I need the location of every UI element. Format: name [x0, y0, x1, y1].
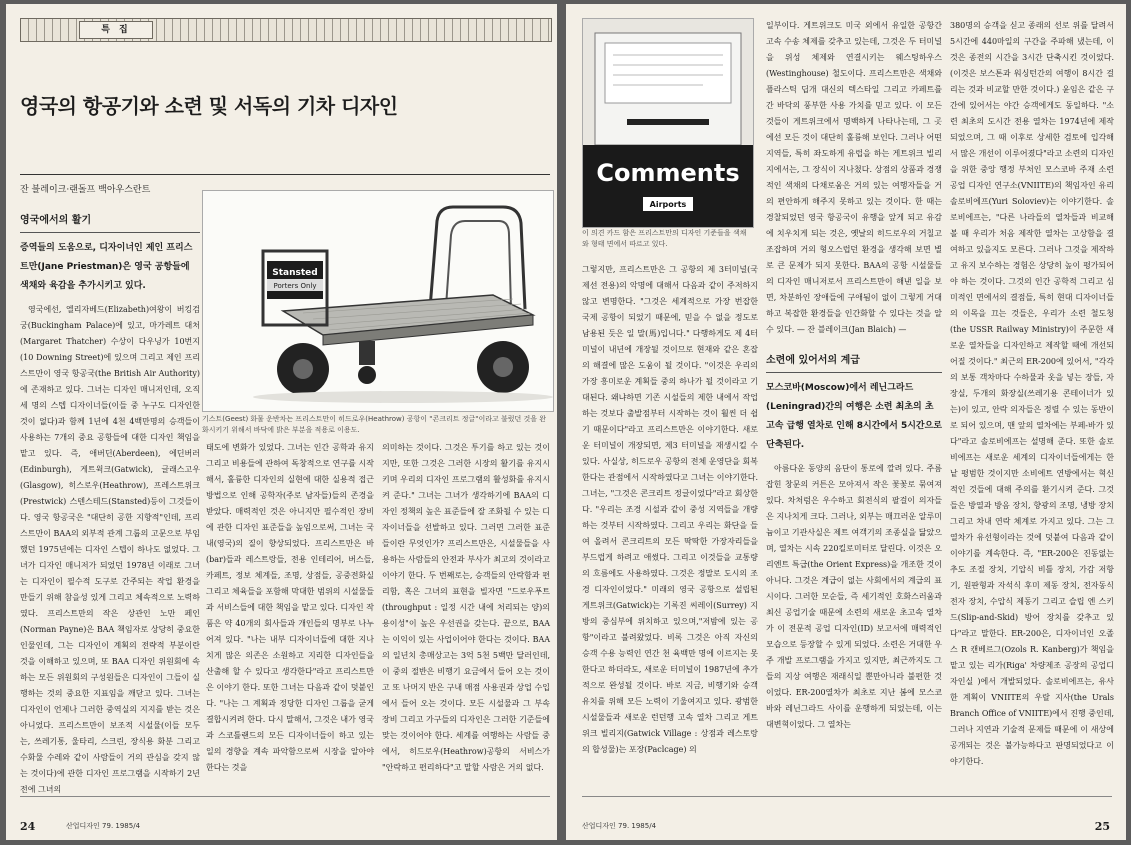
right-column-1: [582, 262, 758, 786]
comments-label: Comments: [596, 159, 740, 187]
section-tab-bar: [20, 18, 552, 42]
comment-box-illustration: [583, 19, 753, 227]
lead-paragraph: 증역들의 도움으로, 디자이너인 제인 프리스트만(Jane Priestman)은 영국 공항들에 색채와 육감을 추가시키고 있다.: [20, 243, 193, 291]
airports-brand-label: Airports: [649, 200, 687, 209]
body-text: 일부이다. 게트위크도 미국 외에서 유일한 공항간 고속 수송 체제를 갖추고 있는데, 그것은 두 터미널을 위성 체제와 연결시키는 웨스팅하우스(Westinghouse) 철도이다. 프리스트만은 색채와 플라스틱 딥개 대신의 텍스타일 그리고 카페트를 간 바닥의 풍부한 사용 가치를 믿고 있다. 이 모든 것들이 게트위크에서 명백하게 나타나는데, 그 곳에선 모든 것이 대단히 훌륭해 보인다. 그러나 어떤 지역들, 특히 좌도하게 유럽을 하는 게트위크 빌리지에서는, 그 장식이 지나쳤다. 상점의 상품과 경쟁적인 색채의 다채로움은 거의 있는 여행자들을 거의 편안하게 해주지 못하고 있는 것이다. 한 때는 경찰되었던 영국 항공국이 유행을 앞게 되고 유감에 치우치게 되는 것은, 옛날의 히드로우의 거칠고 조잡하며 거의 형오스럽던 환경을 생각해 보면 별로 큰 문제가 되지 못한다. BAA의 공항 시설물들의 디자인 매니저로서 프리스트만이 해낸 일을 보면, 차분하인 장애들에 구애됨이 없이 그렇게 거대하고 복잡한 환경들을 인간화할 수 있다는 것을 알 수 있다. — 잔 블레이크(Jan Blaich) —: [766, 21, 942, 334]
page-footer: 산업디자인 79. 1985/4: [582, 822, 657, 830]
body-text: 영국에선, 엘리자베드(Elizabeth)여왕이 버킹검궁(Buckingham Palace)에 있고, 마가레트 대처(Margaret Thatcher) 수상이 다우닝가 10번지(10 Downing Street)에 있으며 그리고 제인 프리스트만이 영국 항공국(the British Air Authority)에 존재하고 있다. 그녀는 디자인 매니저인데, 오직 세 명의 스텝 디자이너들(이들 중 누구도 디자인한 것이 없다)과 함께 1년에 4천 4백만명의 승객들이 사용하는 7개의 중요 공항들에 대한 디자인 책임을 맡고 있다. 즉, 애버딘(Aberdeen), 에딘버러(Edinburgh), 게트윅크(Gatwick), 글래스고우(Glasgow), 히스로우(Heathrow), 프레스트위크(Prestwick) 스텐스테드(Stansted)등이 그것들이다. 영국 항공국은 "대단히 공한 지향적"인데, 프리스트만이 BAA의 외부적 관계 그룹의 고문으로 부임했던 1975년에는 디자인 스텝이 하나도 없었다. 그녀가 디자인 매니저가 되었던 1978년 이래로 그녀는 디자인이 필수적 도구로 간주되는 작업 환경을 만들기 위해 참을성 있게 그리고 체속적으로 노력하였다. 프리스트만의 작은 상관인 노만 페인(Norman Payne)은 BAA 책임자로 상당히 중요한 인물인데, 그는 디자인이 계획의 전략적 부분이란 것을 이해하고 있으며, 또 BAA 디자인 위원회에 속하는 모든 위원회의 구성원들은 디자인이 그들이 실행하는 것의 중요한 지표임을 깨닫고 있다. 그녀는 디자인이 언제나 그러한 중역실의 지지를 받는 것은 아니었다. 프리스트만이 보조적 시설물(이들 모두는, 쓰레기통, 울타리, 스크린, 장식용 화분 그리고 수화물 수레와 같이 사람들이 거의 관심을 갖지 않는 것이다)에 관한 디자인 프로그램을 시작하기 2년 전에 그녀의: [20, 305, 200, 794]
body-text: 아름다운 동양의 음단이 통로에 깔려 있다. 주름잡힌 창문의 커튼은 모아져서 작은 꽃꽃로 묶여져 있다. 차처럼은 우수하고 회전식의 팔걸이 의자들은 지나치게 크다. 그러나, 외부는 매끄러운 알루미늄이고 기관사실은 제트 여객기의 조종실을 닮았으며, 열차는 시속 220킬로미터로 달린다. 이것은 오리엔트 특급(the Orient Express)을 개조한 것이 아니다. 그것은 계급이 없는 사회에서의 계급의 표시이다. 그러한 모순들, 즉 세기적인 호화스러움과 최신 공업기술 때문에 소련의 새로운 초고속 열차가 이 전문적 공업 디자인(ID) 보고서에 매력적인 모습으로 등장할 수 있게 되었다. 소련은 거대한 우주 개발 프로그램을 가지고 있지만, 최근까지도 그들의 지상 여행은 재래식일 뿐만아니라 불편한 것이었다. ER-200열차가 최초로 지난 봄에 모스코바와 레닌그라드 사이를 운행하게 되었는데, 이는 대변혁이었다. 그 열차는: [766, 464, 942, 729]
comment-card-box-photo: [582, 18, 754, 228]
right-page: [566, 4, 1126, 840]
section-heading: 소련에 있어서의 계급: [766, 355, 860, 366]
cart-sign-bottom-text: Porters Only: [273, 282, 317, 290]
footer-rule: [20, 796, 550, 797]
left-page: [6, 4, 557, 840]
page-footer: 산업디자인 79. 1985/4: [66, 822, 141, 830]
body-text: 그렇지만, 프리스트만은 그 공항의 제 3터미널(국제선 전용)의 악명에 대해서 다음과 같이 주저하지 않고 변명한다. "그것은 세계적으로 가장 번잡한 국제 공항이 되었기 때문에, 믿을 수 없을 정도로 남용된 듯은 일 말(馬)입니다." 다행하게도 제 4터미널이 내년에 개장될 것이므로 현재와 같은 혼잡의 해결에 많은 도움이 될 것이다. "이것은 우리의 가장 흥미로운 계획들 중의 하나가 될 것이라고 기대된다. 왜냐하면 기존 시설들의 제한 내에서 작업하는 것보다 출발점부터 시작하는 것이 훨씬 더 쉽기 때문이다"라고 프리스트만은 이야기한다. 새로운 터미널이 개장되면, 제3 터미널을 재생시킬 수 있다. 사실상, 히드로우 공항의 전체 운영단을 회복한다는 관점에서 시작하였다고 그녀는 이야기한다. 그녀는, "그것은 콘크리트 정글이었다"라고 회상한다. "우리는 조경 시설과 같이 중성 지역들을 개량하는 것부터 시작하였다. 그리고 우리는 화단을 들여 올려서 콘크리트의 모든 딱딱한 가장자리들을 부드럽게 하려고 애썼다. 그리고 이것들을 교통량의 흐름에도 사용하였다. 그것은 정말로 도시의 조경 디자인이었다." 미래의 영국 공항으로 설립된 게트위크(Gatwick)는 기록진 씨레이(Surrey) 지방의 중심부에 위치하고 있으며,"저밤에 있는 공항"이라고 불려왔었다. 비록 그것은 아직 자신의 승객 수용 능력인 연간 천 육백만 명에 이르지는 못한다고 하더라도, 새로운 터미널이 1987년에 추가적으로 완성될 것이다. 바로 지금, 비행기와 승객 유치를 위해 모든 노력이 기울여지고 있다. 광범한 시설물들과 새로운 런던행 고속 열차 그리고 게트위크 빌리지(Gatwick Village : 상점과 레스토랑의 합성물)는 포장(Paclcage) 의: [582, 265, 758, 754]
page-number: 25: [1094, 820, 1110, 833]
left-column-1: [20, 212, 200, 794]
left-column-2: [206, 440, 374, 786]
byline: 잔 블레이크·랜돌프 백아우스란트: [20, 185, 151, 195]
subheading-rule: [20, 232, 200, 233]
footer-rule: [582, 796, 1112, 797]
body-text: 태도에 변화가 있었다. 그녀는 인간 공학과 유지 그리고 비용들에 관하여 독창적으로 연구를 시작해서, 훌륭한 디자인의 실현에 대한 실용적 접근 방법으로 인해 공학자(주로 남자들)들의 존경을 받았다. 매력적인 것은 아니지만 필수적인 장비에 관한 디자인 표준들을 높임으로써, 그녀는 국내(영국)의 질이 향상되었다. 프리스트만은 바(bar)들과 레스트랑들, 전용 인테리어, 버스들, 카페트, 정보 체계들, 조명, 상점들, 공중전화실 그리고 체육들을 포함해 막대한 범위의 시설물들과 서비스들에 대한 책임을 맡고 있다. 디자인 작품은 약 40개의 회사들과 개인들의 명부로 나누어져 있다. "나는 내부 디자이너들에 대한 지나치게 많은 의존은 소원하고 지리한 디자인들을 산출해 할 수 있다고 생각한다"라고 프리스트만은 이야기 한다. 또한 그녀는 다음과 같이 덧붙인다. "나는 그 계획과 정당한 디자인 그룹을 굳게 결합시켜려 한다. 다시 말해서, 그것은 내가 영국과 스코틀랜드의 모든 디자이너들이 하고 있는 일의 경향을 계속 파악함으로써 시장을 알아야 한다는 것을: [206, 443, 374, 772]
left-column-3: [382, 440, 550, 786]
section-heading-rule: [766, 372, 942, 373]
section-lead: 모스코바(Moscow)에서 레닌그라드(Leningrad)간의 여행은 소련 최초의 초고속 급행 열차로 인해 8시간에서 5시간으로 단축된다.: [766, 383, 942, 450]
cart-sign-top-text: Stansted: [272, 268, 318, 278]
section-tag: 특 집: [79, 21, 153, 39]
right-column-3: [950, 18, 1114, 786]
cart-photo-caption: 기스트(Geest) 화물 운반차는 프리스트만이 히드로우(Heathrow) 공항이 "콘크리트 정글"이라고 불렀던 것을 완화시키기 위해서 바닥에 밝은 부분을 적용로 이용도.: [202, 415, 547, 434]
subheading: 영국에서의 활기: [20, 215, 92, 226]
body-text: 380명의 승객을 싣고 종래의 선로 위를 달려서 5시간에 440마일의 구간을 주파해 냈는데, 이것은 종전의 시간을 3시간 단축시킨 것이었다. (이것은 보스톤과 워싱턴간의 여행이 8시간 걸리는 것과 비교할 만한 것이다.) 윤임은 같은 구간에 있어서는 야간 승객에게도 동일하다. "소련 최초의 도시간 전용 열차는 1974년에 제작되었으며, 그 때 이후로 상세한 검토에 입각해서 많은 개선이 이루어졌다"라고 소련의 디자인을 위한 중앙 행정 부처인 모스코바 주재 소련 공업 디자인 연구소(VNIITE)의 책임자인 유리 솔로비에프(Yuri Soloviev)는 이야기한다. 솔로비에프는, "다른 나라들의 열차들과 비교해 볼 때 우리가 처음 제작한 열차는 고상함을 결여하고 있을지도 모른다. 그러나 그것을 제작하고 유지 보수하는 경험은 상당히 높이 평가되어야 하는 것이다. 그것의 인간 공학적 그리고 심미적인 면에서의 결점들, 특히 현대 디자이너들의 이목을 끄는 것들은, 우리가 소련 철도청(the USSR Railway Ministry)이 주문한 새로운 열차들을 디자인하고 제작할 때에 개선되어질 것이다." 최근의 ER-200에 있어서, "각각의 보통 객차마다 수하물과 옷을 넣는 장들, 자장실, 두개의 화장실(쓰레기용 콘테이너가 있는)이 있고, 안락 의자들은 정렬 수 있는 동반이로 되어 있으며, 맨 앞의 열차에는 부페-바가 있다"라고 솔로비에프는 설명해 준다. 또한 솔로비에프는 새로운 세계의 디자이너들에게는 한낱 평범한 것이지만 소비에트 연방에서는 혁신적인 것들에 대해 주의를 환기시켜 준다. 그것들은 방열과 방음 장치, 향광의 조명, 냉방 장치 그리고 차내 연락 체계로 가지고 있다. 그는 그 열차가 유선형이라는 것에 덧붙여 다음과 같이 이야기를 계속한다. 즉, "ER-200은 진동없는 추도 조절 장치, 기압식 비틀 장치, 가감 저항기, 원판형과 자석식 후미 제동 장치, 전자동식 전자 장치, 수압식 제동기 그리고 슬립 엔 스키드(Slip-and-Skid) 방어 장치를 갖추고 있다"라고 말한다. ER-200은, 디자이너인 오졸스 R 캔베르그(Ozols R. Kanberg)가 책임을 맡고 있는 리가(Riga' 차량제조 공장의 공업디자인실 )에서 개발되었다. 솔로비에프는, 유사한 계획이 VNIITE의 우랄 지사(the Urals Branch Office of VNIITE)에서 진행 중인데, 그러나 지연과 기술적 문제들 때문에 이 새상에 공개되는 것은 불가능하다고 판명되었다고 이야기한다.: [950, 21, 1114, 766]
comment-box-caption: 이 의견 카드 함은 프리스트만의 디자인 기준들을 색채와 형태 면에서 따르고 있다.: [582, 229, 747, 248]
title-rule: [20, 174, 550, 175]
page-number: 24: [20, 820, 36, 833]
article-title: 영국의 항공기와 소련 및 서독의 기차 디자인: [20, 94, 398, 118]
cart-illustration: [203, 191, 553, 411]
porter-cart-photo: [202, 190, 554, 412]
right-column-2: [766, 4, 942, 786]
body-text: 의미하는 것이다. 그것은 투기를 하고 있는 것이지만, 또한 그것은 그러한 시장의 활기를 유지시키며 우리의 디자인 프로그램의 활성화를 유지시켜 준다." 그녀는 그녀가 생각하기에 BAA의 디자인 정책의 높은 표준들에 잘 조화될 수 있는 디자이너들을 선발하고 있다. 그러면 그러한 표준들이란 무엇인가? 프리스트만은, 시설물들을 사용하는 사람들의 안전과 부사가 최고의 것이라고 이야기 한다. 두 번째로는, 승객들의 안락함과 편리함, 혹은 그녀의 표현을 빌자면 "드로우푸트(throughput : 일정 시간 내에 처리되는 양)의 용이성"이 높은 우선권을 갖는다. 끝으로, BAA는 이익이 있는 사업이어야 한다는 것이다. BAA의 일년치 총매상고는 3억 5천 5백만 달러인데, 이 중의 절반은 비행기 요금에서 들어 오는 것이고 또 나머지 반은 구내 매점 사용권과 상업 수입에서 들어 오는 것이다. 모든 시설물과 그 부속 장비 그리고 가구들의 디자인은 그러한 기준들에 맞는 것이어야 한다. 세계를 여행하는 사람들 중에서, 히드로우(Heathrow)공항의 서비스가 "안락하고 편리하다"고 말할 사람은 거의 없다.: [382, 443, 550, 772]
